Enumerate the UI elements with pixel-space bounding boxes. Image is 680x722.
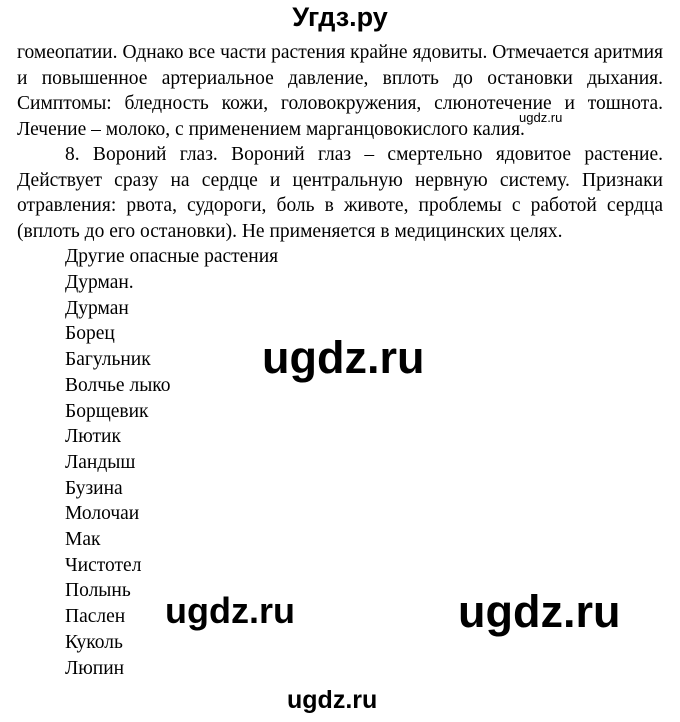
list-item: Паслен [65, 606, 126, 628]
list-item: Багульник [65, 349, 151, 371]
list-item: Мак [65, 529, 101, 550]
list-item: Дурман [65, 297, 129, 319]
text-line: (вплоть до его остановки). Не применяется в медицинских целях. [17, 220, 563, 242]
watermark: ugdz.ru [165, 590, 295, 631]
list-item: Молочаи [65, 503, 140, 525]
watermark: ugdz.ru [287, 686, 378, 714]
text-line: Действует сразу на сердце и центральную нервную систему. Признаки [17, 169, 663, 191]
list-heading: Другие опасные растения [65, 246, 279, 267]
text-line: 8. Вороний глаз. Вороний глаз – смертельно ядовитое растение. [65, 144, 663, 165]
list-item: Люпин [65, 657, 125, 679]
text-line: гомеопатии. Однако все части растения крайне ядовиты. Отмечается аритмия [17, 42, 663, 63]
list-item: Лютик [65, 426, 121, 448]
text-line: и повышенное артериальное давление, вплоть до остановки дыхания. [17, 67, 663, 89]
watermark: ugdz.ru [519, 110, 563, 125]
text-line: Лечение – молоко, с применением марганцовокислого калия. [17, 118, 525, 140]
list-item: Волчье лыко [65, 374, 171, 396]
list-item: Чистотел [65, 554, 142, 576]
list-item: Полынь [65, 580, 131, 602]
list-item: Куколь [65, 631, 123, 653]
text-line: Симптомы: бледность кожи, головокружения, слюнотечение и тошнота. [17, 93, 663, 114]
watermark: ugdz.ru [458, 586, 621, 637]
watermark: ugdz.ru [262, 332, 425, 383]
list-item: Ландыш [65, 451, 136, 473]
list-item: Дурман. [65, 272, 134, 293]
list-item: Борщевик [65, 400, 149, 422]
site-title: Угдз.ру [292, 2, 388, 32]
text-line: отравления: рвота, судороги, боль в животе, проблемы с работой сердца [17, 195, 663, 216]
list-item: Бузина [65, 477, 123, 499]
list-item: Борец [65, 323, 115, 345]
